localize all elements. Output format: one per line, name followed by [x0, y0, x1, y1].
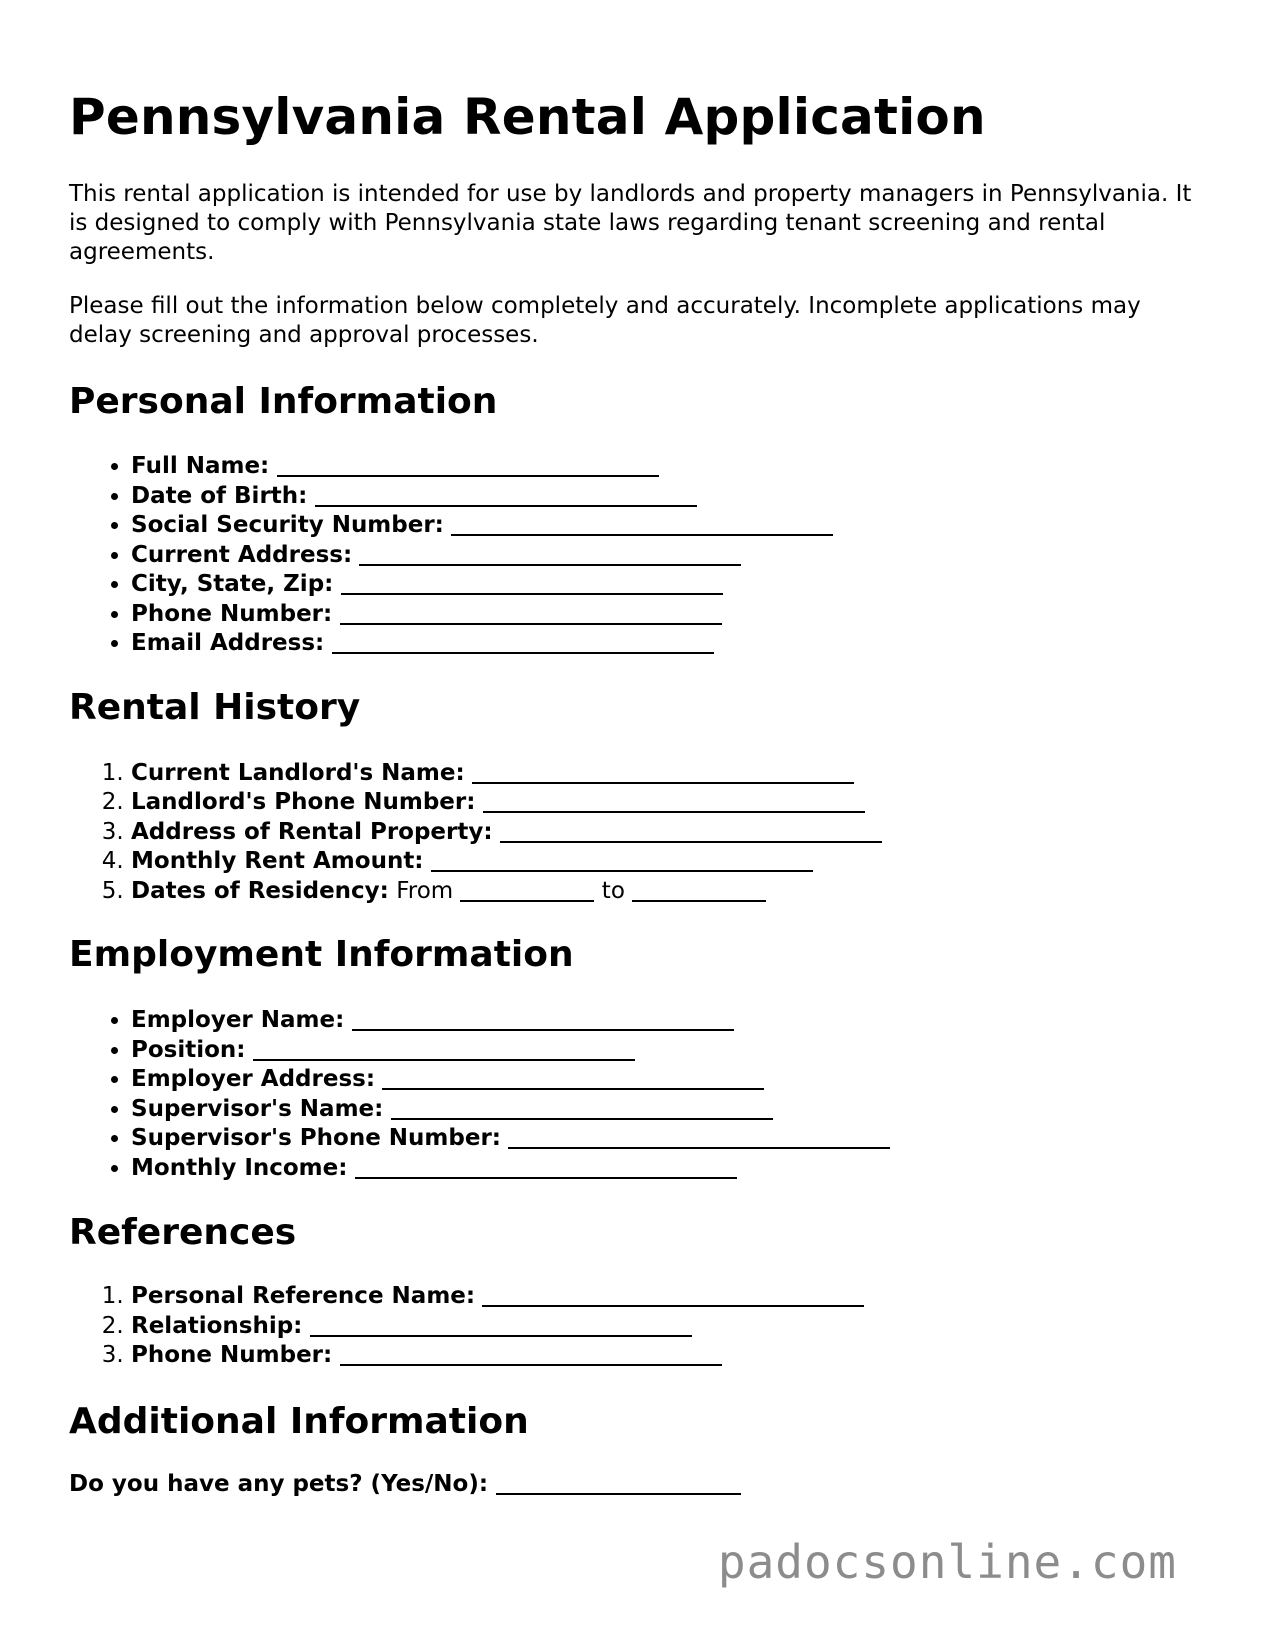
field-label: Current Landlord's Name:: [131, 759, 465, 786]
field-label: Employer Name:: [131, 1007, 345, 1033]
fill-in-blank[interactable]: [482, 1305, 864, 1307]
field-label: Supervisor's Name:: [131, 1095, 384, 1122]
fill-in-blank[interactable]: [382, 1088, 764, 1090]
fill-in-blank[interactable]: [341, 593, 723, 595]
references-field-list: [69, 1282, 1199, 1371]
field-label: City, State, Zip:: [131, 571, 334, 597]
field-relationship: [131, 1312, 1199, 1342]
pets-label: Do you have any pets? (Yes/No):: [69, 1470, 489, 1497]
fill-in-blank[interactable]: [451, 534, 833, 536]
rental-field-list: [69, 759, 1199, 907]
field-dates-of-residency: [131, 877, 1199, 907]
field-label: Monthly Rent Amount:: [131, 848, 424, 874]
document-page: [69, 0, 1199, 1499]
field-employer-address: [131, 1065, 1199, 1095]
fill-in-blank[interactable]: [310, 1335, 692, 1337]
section-heading-employment: Employment Information: [69, 934, 574, 975]
field-label: Phone Number:: [131, 1342, 333, 1368]
field-landlord-name: [131, 759, 1199, 789]
section-heading-references: References: [69, 1212, 297, 1253]
document-title: Pennsylvania Rental Application: [69, 88, 986, 146]
to-word: to: [601, 877, 625, 904]
pets-answer-blank[interactable]: [496, 1493, 741, 1495]
field-ssn: [131, 511, 1199, 541]
intro-paragraph-2: Please fill out the information below completely and accurately. Incomplete applications may delay screening and approval processes.: [69, 293, 1141, 348]
field-phone-number: [131, 600, 1199, 630]
field-employer-name: [131, 1006, 1199, 1036]
field-label: Email Address:: [131, 630, 325, 656]
field-label: Dates of Residency:: [131, 877, 389, 904]
field-label: Social Security Number:: [131, 512, 444, 538]
field-monthly-income: [131, 1154, 1199, 1184]
field-label: Date of Birth:: [131, 482, 308, 509]
field-label: Position:: [131, 1036, 246, 1063]
field-label: Address of Rental Property:: [131, 818, 493, 845]
field-date-of-birth: [131, 482, 1199, 512]
field-label: Employer Address:: [131, 1066, 376, 1092]
personal-field-list: [69, 452, 1199, 659]
field-monthly-rent: [131, 847, 1199, 877]
field-city-state-zip: [131, 570, 1199, 600]
field-reference-phone: [131, 1341, 1199, 1371]
fill-in-blank[interactable]: [253, 1059, 635, 1061]
fill-in-blank[interactable]: [355, 1177, 737, 1179]
field-label: Phone Number:: [131, 600, 333, 627]
field-supervisor-phone: [131, 1124, 1199, 1154]
fill-in-blank[interactable]: [391, 1118, 773, 1120]
fill-in-blank[interactable]: [277, 475, 659, 477]
field-reference-name: [131, 1282, 1199, 1312]
field-label: Relationship:: [131, 1312, 303, 1339]
from-date-blank[interactable]: [460, 900, 594, 902]
field-position: [131, 1036, 1199, 1066]
fill-in-blank[interactable]: [359, 564, 741, 566]
field-email-address: [131, 629, 1199, 659]
field-label: Supervisor's Phone Number:: [131, 1125, 501, 1151]
field-landlord-phone: [131, 788, 1199, 818]
field-label: Current Address:: [131, 541, 353, 568]
pets-question: [69, 1470, 1199, 1499]
intro-paragraph-1: This rental application is intended for use by landlords and property managers in Pennsylvania. It is designed to comply with Pennsylvania state laws regarding tenant screening and rental agreements.: [69, 181, 1192, 265]
fill-in-blank[interactable]: [508, 1147, 890, 1149]
field-label: Full Name:: [131, 453, 270, 479]
fill-in-blank[interactable]: [500, 841, 882, 843]
fill-in-blank[interactable]: [352, 1029, 734, 1031]
field-current-address: [131, 541, 1199, 571]
fill-in-blank[interactable]: [340, 623, 722, 625]
employment-field-list: [69, 1006, 1199, 1183]
to-date-blank[interactable]: [632, 900, 766, 902]
from-word: From: [396, 877, 454, 904]
field-supervisor-name: [131, 1095, 1199, 1125]
fill-in-blank[interactable]: [483, 811, 865, 813]
section-heading-personal: Personal Information: [69, 381, 498, 422]
field-label: Landlord's Phone Number:: [131, 789, 476, 815]
fill-in-blank[interactable]: [340, 1364, 722, 1366]
field-full-name: [131, 452, 1199, 482]
fill-in-blank[interactable]: [431, 870, 813, 872]
fill-in-blank[interactable]: [332, 652, 714, 654]
field-label: Personal Reference Name:: [131, 1283, 476, 1309]
field-label: Monthly Income:: [131, 1154, 348, 1181]
section-heading-additional: Additional Information: [69, 1400, 529, 1442]
watermark: padocsonline.com: [717, 1535, 1177, 1589]
section-heading-rental-history: Rental History: [69, 686, 361, 728]
field-rental-address: [131, 818, 1199, 848]
fill-in-blank[interactable]: [472, 782, 854, 784]
fill-in-blank[interactable]: [315, 505, 697, 507]
